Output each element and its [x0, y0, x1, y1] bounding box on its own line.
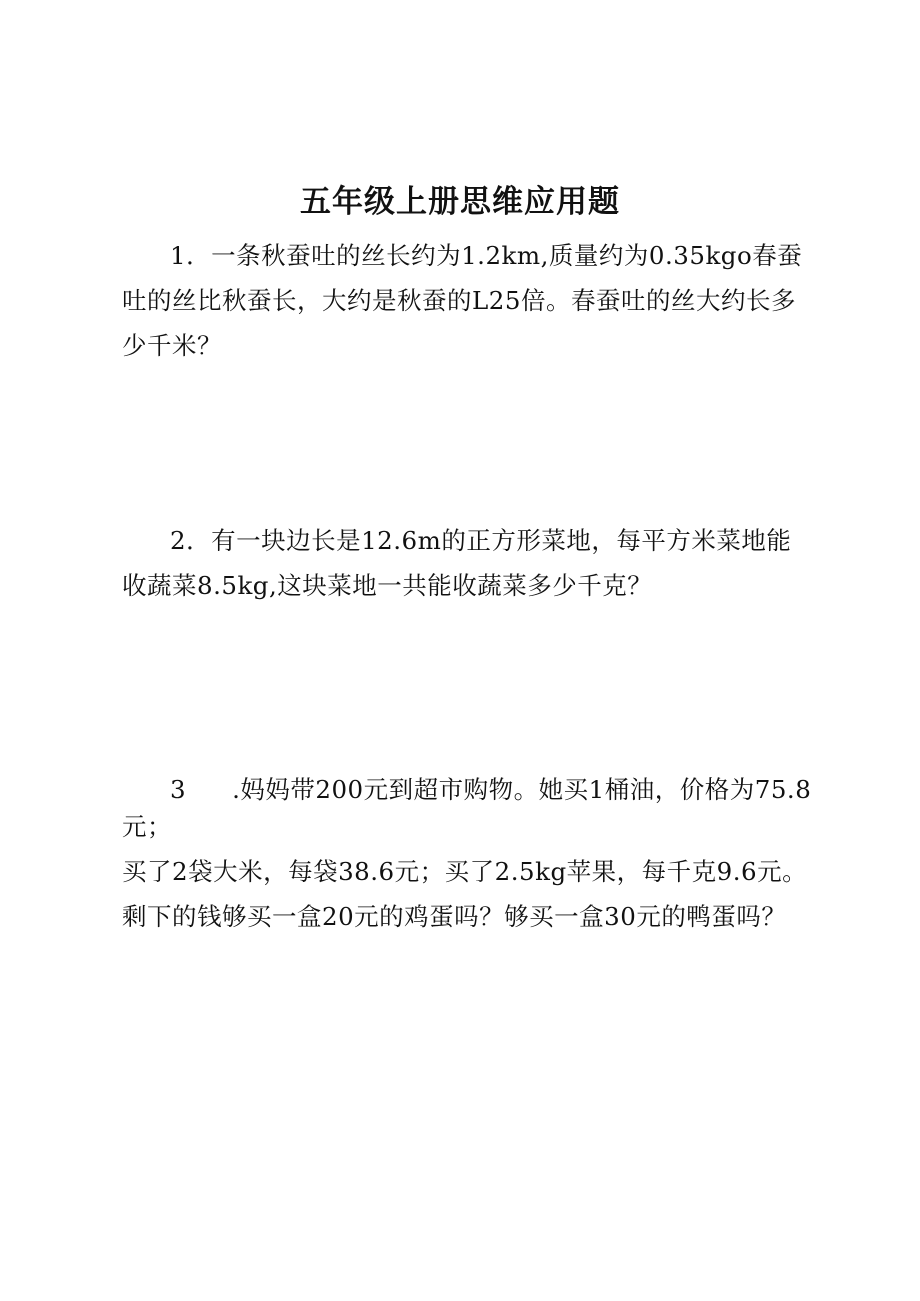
question-3-text-1: .妈妈带200元到超市购物。她买1桶油，价格为75.8元；	[122, 775, 812, 841]
question-3-line-2: 买了2袋大米，每袋38.6元；买了2.5kg苹果，每千克9.6元。	[122, 857, 808, 886]
question-2: 2．有一块边长是12.6m的正方形菜地，每平方米菜地能收蔬菜8.5kg,这块菜地一共能收蔬菜多少千克？	[122, 526, 792, 600]
question-1: 1．一条秋蚕吐的丝长约为1.2km,质量约为0.35kgo春蚕吐的丝比秋蚕长，大约是秋蚕的L25倍。春蚕吐的丝大约长多少千米？	[122, 241, 803, 360]
document-title: 五年级上册思维应用题	[300, 184, 620, 220]
question-3	[122, 771, 812, 935]
question-3-line-3: 剩下的钱够买一盒20元的鸡蛋吗？够买一盒30元的鸭蛋吗？	[122, 902, 787, 931]
question-3-line-1	[122, 771, 812, 845]
question-3-number: 3	[170, 775, 187, 804]
